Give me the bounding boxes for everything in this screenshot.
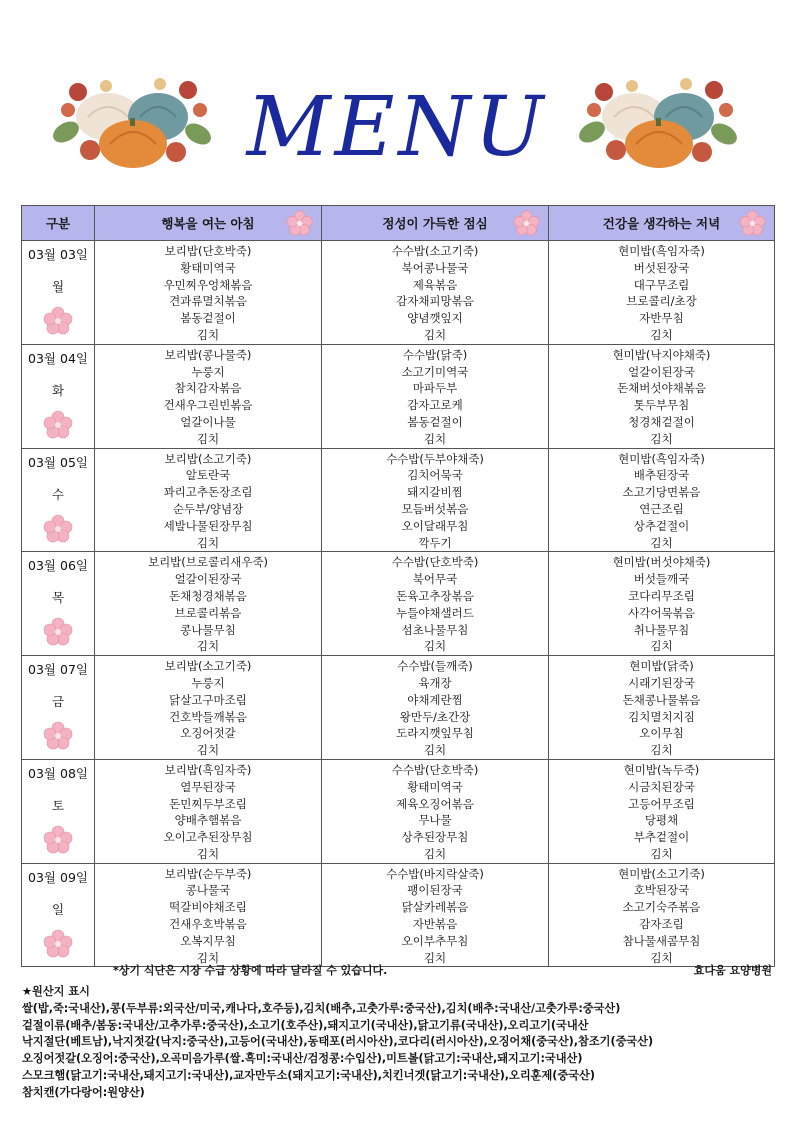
menu-item: 취나물무침	[633, 622, 690, 637]
menu-item: 수수밥(들깨죽)	[397, 659, 473, 674]
menu-item: 봄동겉절이	[180, 311, 236, 326]
menu-item: 북어무국	[412, 572, 458, 587]
menu-item: 톳두부무침	[633, 398, 690, 413]
menu-item: 김치	[423, 743, 447, 758]
day-row	[22, 241, 775, 345]
day-row	[22, 448, 775, 552]
dinner-cell	[549, 552, 775, 656]
menu-item: 대구무조림	[633, 277, 690, 292]
dinner-cell	[549, 241, 775, 345]
day-cell	[22, 448, 95, 552]
menu-item: 김치	[650, 535, 673, 550]
day-row	[22, 552, 775, 656]
breakfast-cell	[95, 344, 322, 448]
menu-item: 버섯들깨국	[633, 572, 690, 587]
menu-item: 청경채겉절이	[628, 414, 695, 429]
menu-body	[22, 241, 775, 967]
menu-item: 견과류멸치볶음	[169, 294, 247, 309]
flower-icon	[43, 617, 73, 647]
menu-item: 닭살고구마조림	[169, 692, 247, 707]
menu-item: 건새우호박볶음	[169, 917, 247, 932]
menu-item: 모듬버섯볶음	[401, 501, 469, 516]
menu-item: 누들야채샐러드	[396, 605, 474, 620]
menu-item: 건호박들깨볶음	[169, 709, 247, 724]
menu-item: 콩나물국	[185, 883, 231, 898]
breakfast-cell	[95, 241, 322, 345]
menu-header-row	[22, 206, 775, 241]
menu-item: 참치감자볶음	[174, 381, 242, 396]
menu-item: 감자고로케	[407, 398, 463, 413]
menu-item: 오징어젓갈	[180, 726, 236, 741]
day-row	[22, 759, 775, 863]
menu-item: 당평채	[644, 813, 679, 828]
menu-item: 김치	[196, 743, 220, 758]
origin-section	[22, 984, 782, 1102]
menu-item: 양배추햄볶음	[174, 813, 242, 828]
menu-item: 보리밥(흑임자죽)	[164, 762, 252, 777]
menu-item: 현미밥(버섯야채죽)	[612, 555, 711, 570]
menu-item: 김치	[650, 846, 673, 861]
menu-item: 김치	[423, 846, 447, 861]
menu-item: 도라지깻잎무침	[396, 726, 474, 741]
menu-item: 감자조림	[639, 917, 684, 932]
menu-item: 김치	[650, 950, 673, 965]
page-title: MENU	[246, 80, 548, 175]
menu-item: 보리밥(순두부죽)	[164, 866, 252, 881]
menu-item: 왕만두/초간장	[399, 709, 471, 724]
origin-line: 겉절이류(배추/봄동:국내산/고추가루:중국산),소고기(호주산),돼지고기(국내산),닭고기류(국내산),오리고기(국내산	[22, 1018, 589, 1032]
menu-item: 김치	[650, 639, 673, 654]
lunch-cell	[322, 448, 549, 552]
menu-item: 시래기된장국	[628, 675, 695, 690]
menu-item: 김치	[650, 431, 673, 446]
origin-line: 낙지절단(베트남),낙지젓갈(낙지:중국산),고등어(국내산),동태포(러시아산),코다리(러시아산),오징어채(중국산),참조기(중국산)	[22, 1035, 654, 1049]
menu-item: 소고기미역국	[401, 364, 469, 379]
menu-item: 보리밥(소고기죽)	[164, 451, 252, 466]
menu-item: 제육오징어볶음	[396, 796, 474, 811]
menu-item: 김치	[196, 950, 220, 965]
menu-item: 돼지갈비찜	[407, 485, 463, 500]
menu-item: 제육볶음	[412, 277, 458, 292]
menu-item: 김치	[196, 846, 220, 861]
day-weekday: 일	[51, 901, 65, 917]
menu-item: 현미밥(낙지야채죽)	[612, 347, 711, 362]
menu-item: 김치어묵국	[407, 468, 463, 483]
menu-item: 양념깻잎지	[407, 311, 463, 326]
breakfast-cell	[95, 759, 322, 863]
day-weekday: 토	[51, 797, 65, 813]
menu-item: 시금치된장국	[628, 779, 695, 794]
day-date: 03월 08일	[28, 765, 88, 781]
flower-icon	[286, 210, 313, 237]
menu-item: 야채계란찜	[407, 692, 463, 707]
menu-item: 김치	[423, 327, 447, 342]
lunch-cell	[322, 656, 549, 760]
menu-item: 김치	[650, 743, 673, 758]
dinner-cell	[549, 863, 775, 967]
day-cell	[22, 241, 95, 345]
menu-item: 코다리무조림	[628, 588, 695, 603]
menu-item: 북어콩나물국	[401, 260, 469, 275]
flower-icon	[43, 514, 73, 544]
menu-item: 현미밥(흑임자죽)	[618, 451, 705, 466]
dinner-cell	[549, 448, 775, 552]
menu-item: 현미밥(소고기죽)	[618, 866, 705, 881]
menu-item: 섬초나물무침	[401, 622, 469, 637]
breakfast-cell	[95, 448, 322, 552]
menu-item: 호박된장국	[633, 883, 690, 898]
menu-item: 돈채콩나물볶음	[622, 692, 701, 707]
menu-item: 얼갈이나물	[180, 414, 236, 429]
menu-item: 황태미역국	[180, 260, 236, 275]
menu-item: 김치	[196, 327, 220, 342]
menu-item: 상추된장무침	[401, 830, 469, 845]
menu-item: 소고기숙주볶음	[622, 900, 701, 915]
day-date: 03월 03일	[28, 247, 88, 262]
pumpkin-bouquet-left-icon	[48, 62, 218, 172]
day-date: 03월 04일	[28, 350, 88, 366]
menu-item: 연근조림	[639, 501, 684, 516]
pumpkin-bouquet-right-icon	[574, 62, 744, 172]
dinner-cell	[549, 344, 775, 448]
menu-item: 김치멸치지짐	[628, 709, 695, 724]
day-cell	[22, 552, 95, 656]
menu-item: 알토란국	[185, 468, 231, 483]
menu-item: 황태미역국	[407, 779, 463, 794]
day-date: 03월 05일	[28, 454, 88, 470]
menu-item: 마파두부	[412, 381, 458, 396]
menu-item: 사각어묵볶음	[628, 605, 695, 620]
lunch-cell	[322, 241, 549, 345]
flower-icon	[43, 306, 73, 336]
menu-item: 팽이된장국	[407, 883, 463, 898]
menu-item: 수수밥(닭죽)	[402, 347, 468, 362]
menu-item: 순두부/양념장	[172, 501, 244, 516]
menu-item: 깍두기	[418, 535, 452, 550]
menu-item: 누룽지	[191, 675, 225, 690]
day-cell	[22, 863, 95, 967]
column-header-breakfast	[95, 206, 322, 241]
menu-item: 돈채청경채볶음	[169, 588, 247, 603]
menu-item: 부추겉절이	[633, 830, 690, 845]
flower-icon	[739, 210, 766, 237]
menu-item: 봄동겉절이	[407, 414, 463, 429]
menu-item: 김치	[196, 639, 220, 654]
menu-item: 김치	[423, 431, 447, 446]
breakfast-cell	[95, 552, 322, 656]
origin-line: 쌀(밥,죽:국내산),콩(두부류:외국산/미국,캐나다,호주등),김치(배추,고춧가루:중국산),김치(배추:국내산/고춧가루:중국산)	[22, 1001, 621, 1015]
menu-item: 열무된장국	[180, 779, 236, 794]
column-label: 정성이 가득한 점심	[382, 216, 488, 231]
column-header-lunch	[322, 206, 549, 241]
menu-item: 김치	[650, 327, 673, 342]
menu-item: 오이달래무침	[401, 518, 469, 533]
menu-item: 건새우그린빈볶음	[163, 398, 253, 413]
origin-line: 스모크햄(닭고기:국내산,돼지고기:국내산),교자만두소(돼지고기:국내산),치킨너겟(닭고기:국내산),오리훈제(중국산)	[22, 1068, 595, 1082]
menu-item: 보리밥(소고기죽)	[164, 659, 252, 674]
day-cell	[22, 759, 95, 863]
menu-item: 누룽지	[191, 364, 225, 379]
menu-item: 보리밥(단호박죽)	[164, 244, 252, 258]
menu-item: 오복지무침	[180, 933, 236, 948]
breakfast-cell	[95, 656, 322, 760]
column-label: 건강을 생각하는 저녁	[602, 216, 721, 231]
menu-item: 김치	[423, 639, 447, 654]
menu-table	[21, 205, 775, 967]
menu-item: 꽈리고추돈장조림	[163, 485, 253, 500]
dinner-cell	[549, 656, 775, 760]
menu-item: 자반볶음	[412, 917, 458, 932]
menu-item: 오이무침	[639, 726, 684, 741]
menu-item: 감자채피망볶음	[396, 294, 474, 309]
flower-icon	[43, 410, 73, 440]
menu-item: 고등어무조림	[628, 796, 695, 811]
menu-item: 닭살카레볶음	[401, 900, 469, 915]
menu-item: 배추된장국	[633, 468, 690, 483]
dinner-cell	[549, 759, 775, 863]
menu-item: 얼갈이된장국	[628, 364, 695, 379]
day-weekday: 목	[51, 590, 65, 606]
flower-icon	[513, 210, 540, 237]
menu-item: 오이고추된장무침	[163, 830, 253, 845]
menu-item: 수수밥(단호박죽)	[391, 555, 479, 570]
lunch-cell	[322, 759, 549, 863]
day-row	[22, 344, 775, 448]
lunch-cell	[322, 863, 549, 967]
menu-item: 현미밥(닭죽)	[629, 659, 694, 674]
menu-item: 오이부추무침	[401, 933, 469, 948]
origin-title: ★원산지 표시	[22, 985, 90, 998]
day-row	[22, 863, 775, 967]
menu-item: 콩나물무침	[180, 622, 236, 637]
menu-item: 수수밥(바지락살죽)	[386, 866, 484, 881]
column-header-dinner	[549, 206, 775, 241]
column-label: 행복을 여는 아침	[161, 216, 255, 231]
menu-item: 돈민찌두부조림	[169, 796, 247, 811]
menu-item: 우민찌우엉채볶음	[163, 277, 253, 292]
flower-icon	[43, 929, 73, 959]
origin-line: 참치캔(가다랑어:원양산)	[22, 1085, 145, 1099]
menu-item: 돈육고추장볶음	[396, 588, 474, 603]
origin-line: 오징어젓갈(오징어:중국산),오곡미음가루(쌀.흑미:국내산/검정콩:수입산),미트볼(닭고기:국내산,돼지고기:국내산)	[22, 1052, 583, 1066]
menu-item: 세발나물된장무침	[163, 518, 253, 533]
menu-item: 수수밥(단호박죽)	[391, 762, 479, 777]
menu-item: 떡갈비야채조림	[169, 900, 247, 915]
day-date: 03월 09일	[28, 869, 88, 885]
menu-item: 얼갈이된장국	[174, 572, 242, 587]
day-date: 03월 06일	[28, 558, 88, 574]
menu-item: 보리밥(브로콜리새우죽)	[147, 555, 269, 570]
menu-item: 수수밥(두부야채죽)	[386, 451, 484, 466]
menu-item: 참나물새콤무침	[622, 933, 701, 948]
menu-item: 김치	[423, 950, 447, 965]
day-cell	[22, 344, 95, 448]
menu-item: 김치	[196, 535, 220, 550]
day-weekday: 수	[51, 486, 65, 502]
day-weekday: 금	[51, 694, 65, 710]
column-label: 구분	[45, 216, 71, 231]
day-weekday: 화	[51, 382, 65, 398]
notice-text: *상기 식단은 시장 수급 상황에 따라 달라질 수 있습니다.	[113, 964, 388, 977]
day-weekday: 월	[51, 279, 65, 294]
menu-item: 브로콜리/초장	[626, 294, 697, 309]
flower-icon	[43, 721, 73, 751]
menu-item: 버섯된장국	[633, 260, 690, 275]
menu-item: 현미밥(녹두죽)	[623, 762, 700, 777]
menu-item: 육개장	[418, 675, 452, 690]
menu-item: 현미밥(흑임자죽)	[618, 244, 705, 258]
menu-item: 무나물	[418, 813, 452, 828]
flower-icon	[43, 825, 73, 855]
column-header-category	[22, 206, 95, 241]
menu-item: 자반무침	[639, 311, 684, 326]
hospital-name: 효다움 요양병원	[693, 964, 772, 977]
day-row	[22, 656, 775, 760]
lunch-cell	[322, 344, 549, 448]
menu-item: 김치	[196, 431, 220, 446]
breakfast-cell	[95, 863, 322, 967]
menu-item: 돈채버섯야채볶음	[617, 381, 706, 396]
menu-item: 보리밥(콩나물죽)	[164, 347, 252, 362]
day-cell	[22, 656, 95, 760]
menu-item: 소고기당면볶음	[622, 485, 701, 500]
day-date: 03월 07일	[28, 662, 88, 678]
menu-item: 상추겉절이	[633, 518, 690, 533]
menu-item: 브로콜리볶음	[174, 605, 242, 620]
menu-item: 수수밥(소고기죽)	[391, 244, 479, 258]
lunch-cell	[322, 552, 549, 656]
